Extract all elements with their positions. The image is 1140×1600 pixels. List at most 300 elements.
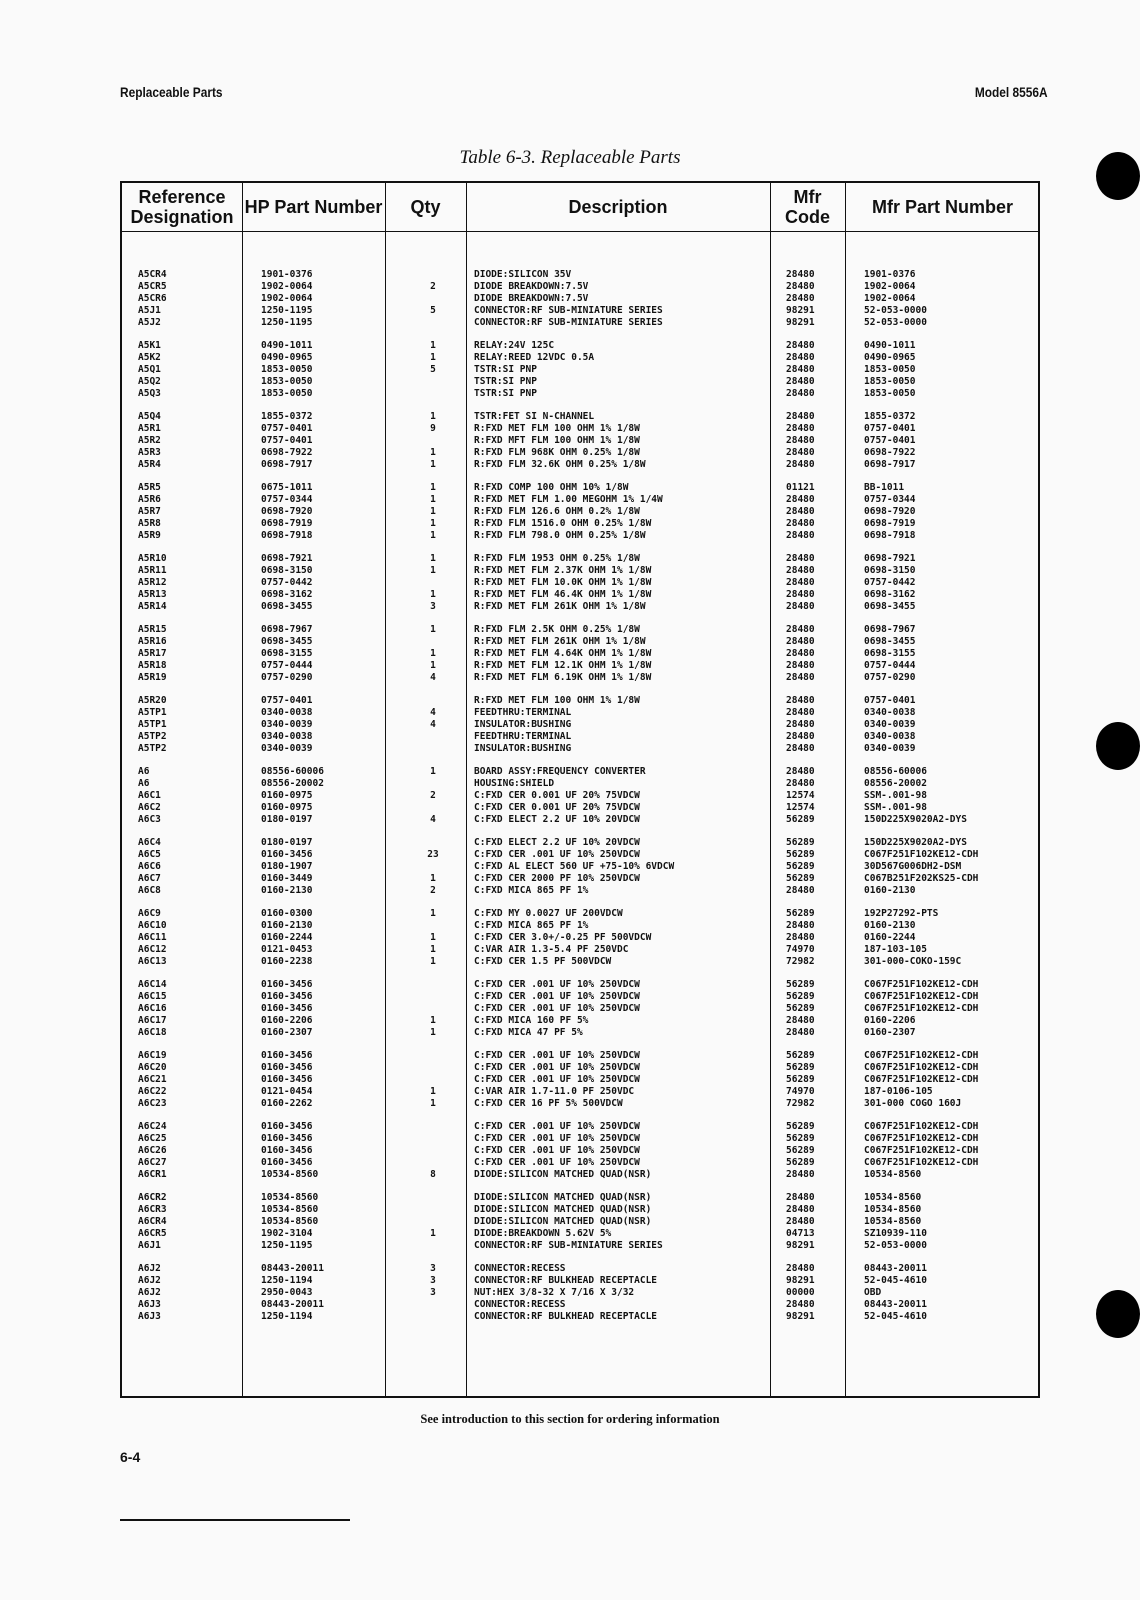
cell-mfr-code: 28480	[786, 1204, 815, 1215]
column-header-description: Description	[568, 197, 668, 217]
cell-mfr-part-number: 10534-8560	[864, 1204, 922, 1215]
cell-ref-designation: A6C24	[138, 1121, 167, 1132]
cell-mfr-part-number: 30D567G006DH2-DSM	[864, 861, 962, 872]
table-row	[122, 530, 1038, 542]
cell-ref-designation: A6C9	[138, 908, 161, 919]
cell-description: C:FXD CER 0.001 UF 20% 75VDCW	[474, 802, 640, 813]
binder-hole	[1096, 152, 1140, 200]
table-row	[122, 1133, 1038, 1145]
cell-mfr-code: 56289	[786, 1003, 815, 1014]
cell-qty: 1	[430, 1228, 436, 1239]
table-row	[122, 849, 1038, 861]
cell-ref-designation: A6C22	[138, 1086, 167, 1097]
cell-mfr-part-number: 0160-2130	[864, 920, 916, 931]
cell-ref-designation: A6C27	[138, 1157, 167, 1168]
binder-hole	[1096, 722, 1140, 770]
cell-ref-designation: A5TP1	[138, 707, 167, 718]
cell-hp-part-number: 0160-2206	[261, 1015, 313, 1026]
cell-hp-part-number: 0757-0344	[261, 494, 313, 505]
cell-mfr-code: 28480	[786, 435, 815, 446]
row-group	[122, 837, 1038, 897]
cell-ref-designation: A5K2	[138, 352, 161, 363]
cell-description: C:FXD CER 3.0+/-0.25 PF 500VDCW	[474, 932, 652, 943]
cell-qty: 1	[430, 494, 436, 505]
cell-description: C:FXD MICA 865 PF 1%	[474, 920, 589, 931]
cell-ref-designation: A5R20	[138, 695, 167, 706]
cell-mfr-code: 28480	[786, 388, 815, 399]
cell-ref-designation: A5R17	[138, 648, 167, 659]
cell-mfr-part-number: 52-053-0000	[864, 1240, 927, 1251]
cell-ref-designation: A6C26	[138, 1145, 167, 1156]
cell-hp-part-number: 0160-3456	[261, 1062, 313, 1073]
cell-hp-part-number: 10534-8560	[261, 1169, 319, 1180]
cell-mfr-code: 28480	[786, 1192, 815, 1203]
cell-qty: 8	[430, 1169, 436, 1180]
cell-mfr-part-number: C067F251F102KE12-CDH	[864, 979, 979, 990]
cell-mfr-part-number: OBD	[864, 1287, 882, 1298]
table-row	[122, 459, 1038, 471]
cell-ref-designation: A6C20	[138, 1062, 167, 1073]
parts-table	[120, 181, 1040, 1398]
cell-mfr-code: 28480	[786, 932, 815, 943]
cell-mfr-part-number: 1902-0064	[864, 281, 916, 292]
table-row	[122, 908, 1038, 920]
row-group	[122, 553, 1038, 613]
cell-hp-part-number: 0698-3455	[261, 601, 313, 612]
cell-hp-part-number: 0698-7922	[261, 447, 313, 458]
table-row	[122, 411, 1038, 423]
cell-hp-part-number: 0160-3456	[261, 1003, 313, 1014]
cell-mfr-code: 28480	[786, 352, 815, 363]
cell-ref-designation: A6C23	[138, 1098, 167, 1109]
table-row	[122, 873, 1038, 885]
cell-qty: 1	[430, 1098, 436, 1109]
cell-mfr-code: 56289	[786, 1050, 815, 1061]
cell-mfr-code: 56289	[786, 814, 815, 825]
cell-mfr-part-number: 0160-2206	[864, 1015, 916, 1026]
table-row	[122, 1204, 1038, 1216]
cell-hp-part-number: 1902-0064	[261, 293, 313, 304]
cell-mfr-code: 28480	[786, 1027, 815, 1038]
cell-mfr-part-number: SZ10939-110	[864, 1228, 927, 1239]
cell-hp-part-number: 0160-3456	[261, 979, 313, 990]
cell-hp-part-number: 0160-3456	[261, 1074, 313, 1085]
table-row	[122, 672, 1038, 684]
cell-mfr-part-number: 0160-2307	[864, 1027, 916, 1038]
cell-description: R:FXD MET FLM 100 OHM 1% 1/8W	[474, 695, 640, 706]
cell-mfr-part-number: 52-053-0000	[864, 317, 927, 328]
table-row	[122, 1311, 1038, 1323]
cell-description: C:FXD CER .001 UF 10% 250VDCW	[474, 1157, 640, 1168]
cell-description: C:FXD AL ELECT 560 UF +75-10% 6VDCW	[474, 861, 675, 872]
cell-qty: 3	[430, 1287, 436, 1298]
cell-description: R:FXD MET FLM 4.64K OHM 1% 1/8W	[474, 648, 652, 659]
cell-description: R:FXD MET FLM 1.00 MEGOHM 1% 1/4W	[474, 494, 663, 505]
table-row	[122, 944, 1038, 956]
cell-description: C:FXD MICA 47 PF 5%	[474, 1027, 583, 1038]
cell-mfr-code: 98291	[786, 305, 815, 316]
cell-qty: 1	[430, 482, 436, 493]
table-row	[122, 376, 1038, 388]
cell-ref-designation: A5R6	[138, 494, 161, 505]
table-row	[122, 577, 1038, 589]
cell-description: R:FXD MET FLM 10.0K OHM 1% 1/8W	[474, 577, 652, 588]
table-row	[122, 991, 1038, 1003]
table-row	[122, 861, 1038, 873]
cell-hp-part-number: 0757-0442	[261, 577, 313, 588]
cell-description: DIODE BREAKDOWN:7.5V	[474, 293, 589, 304]
cell-mfr-code: 28480	[786, 766, 815, 777]
table-row	[122, 494, 1038, 506]
cell-ref-designation: A5R2	[138, 435, 161, 446]
cell-mfr-part-number: 1853-0050	[864, 388, 916, 399]
cell-mfr-part-number: 1855-0372	[864, 411, 916, 422]
cell-qty: 1	[430, 766, 436, 777]
cell-description: R:FXD FLM 2.5K OHM 0.25% 1/8W	[474, 624, 640, 635]
table-row	[122, 1098, 1038, 1110]
cell-qty: 5	[430, 364, 436, 375]
cell-qty: 1	[430, 506, 436, 517]
cell-description: C:FXD MY 0.0027 UF 200VDCW	[474, 908, 623, 919]
table-row	[122, 1240, 1038, 1252]
cell-ref-designation: A6CR4	[138, 1216, 167, 1227]
cell-ref-designation: A6C3	[138, 814, 161, 825]
table-row	[122, 1216, 1038, 1228]
cell-description: R:FXD MET FLM 6.19K OHM 1% 1/8W	[474, 672, 652, 683]
cell-qty: 1	[430, 1015, 436, 1026]
cell-mfr-part-number: C067F251F102KE12-CDH	[864, 1133, 979, 1144]
cell-description: CONNECTOR:RF BULKHEAD RECEPTACLE	[474, 1311, 658, 1322]
cell-ref-designation: A5R13	[138, 589, 167, 600]
table-title: Table 6-3. Replaceable Parts	[459, 147, 681, 168]
cell-description: DIODE:BREAKDOWN 5.62V 5%	[474, 1228, 612, 1239]
table-row	[122, 731, 1038, 743]
cell-mfr-part-number: 1853-0050	[864, 364, 916, 375]
cell-hp-part-number: 0490-1011	[261, 340, 313, 351]
cell-ref-designation: A6C15	[138, 991, 167, 1002]
table-row	[122, 1275, 1038, 1287]
cell-mfr-part-number: 0698-3155	[864, 648, 916, 659]
cell-mfr-code: 28480	[786, 281, 815, 292]
table-row	[122, 269, 1038, 281]
cell-hp-part-number: 1250-1195	[261, 305, 313, 316]
cell-mfr-code: 28480	[786, 577, 815, 588]
cell-description: INSULATOR:BUSHING	[474, 743, 572, 754]
cell-description: DIODE:SILICON 35V	[474, 269, 572, 280]
cell-mfr-part-number: 0160-2244	[864, 932, 916, 943]
cell-qty: 1	[430, 447, 436, 458]
running-header-left: Replaceable Parts	[120, 84, 223, 100]
table-row	[122, 956, 1038, 968]
table-row	[122, 1228, 1038, 1240]
cell-qty: 23	[427, 849, 439, 860]
table-row	[122, 1145, 1038, 1157]
cell-qty: 1	[430, 589, 436, 600]
cell-qty: 4	[430, 719, 436, 730]
cell-hp-part-number: 0757-0444	[261, 660, 313, 671]
table-row	[122, 648, 1038, 660]
cell-mfr-part-number: 0340-0038	[864, 707, 916, 718]
running-header-right: Model 8556A	[975, 84, 1048, 100]
cell-mfr-part-number: 187-103-105	[864, 944, 927, 955]
cell-mfr-code: 28480	[786, 565, 815, 576]
cell-description: DIODE:SILICON MATCHED QUAD(NSR)	[474, 1192, 652, 1203]
cell-hp-part-number: 0160-2130	[261, 920, 313, 931]
cell-ref-designation: A6CR2	[138, 1192, 167, 1203]
cell-description: TSTR:SI PNP	[474, 376, 537, 387]
cell-qty: 4	[430, 707, 436, 718]
cell-ref-designation: A5TP1	[138, 719, 167, 730]
cell-qty: 1	[430, 956, 436, 967]
row-group	[122, 1121, 1038, 1181]
cell-ref-designation: A6CR1	[138, 1169, 167, 1180]
table-row	[122, 388, 1038, 400]
cell-description: C:VAR AIR 1.7-11.0 PF 250VDC	[474, 1086, 635, 1097]
cell-hp-part-number: 0698-7967	[261, 624, 313, 635]
cell-description: FEEDTHRU:TERMINAL	[474, 707, 572, 718]
cell-mfr-part-number: 0340-0038	[864, 731, 916, 742]
cell-mfr-part-number: 52-045-4610	[864, 1275, 927, 1286]
cell-hp-part-number: 0160-3456	[261, 1121, 313, 1132]
cell-mfr-part-number: 1901-0376	[864, 269, 916, 280]
cell-mfr-part-number: 0757-0444	[864, 660, 916, 671]
cell-ref-designation: A6C14	[138, 979, 167, 990]
cell-hp-part-number: 0160-3449	[261, 873, 313, 884]
column-header-qty: Qty	[410, 197, 441, 217]
table-row	[122, 932, 1038, 944]
cell-description: CONNECTOR:RF SUB-MINIATURE SERIES	[474, 1240, 663, 1251]
cell-mfr-code: 28480	[786, 364, 815, 375]
cell-mfr-part-number: 0698-7917	[864, 459, 916, 470]
cell-mfr-part-number: C067F251F102KE12-CDH	[864, 1003, 979, 1014]
table-row	[122, 1062, 1038, 1074]
cell-ref-designation: A5R4	[138, 459, 161, 470]
cell-hp-part-number: 0180-0197	[261, 814, 313, 825]
cell-ref-designation: A6CR3	[138, 1204, 167, 1215]
table-row	[122, 1027, 1038, 1039]
cell-mfr-part-number: C067F251F102KE12-CDH	[864, 991, 979, 1002]
cell-hp-part-number: 0340-0039	[261, 719, 313, 730]
cell-mfr-code: 28480	[786, 719, 815, 730]
cell-ref-designation: A5R10	[138, 553, 167, 564]
cell-mfr-code: 28480	[786, 695, 815, 706]
cell-mfr-code: 28480	[786, 885, 815, 896]
cell-qty: 1	[430, 530, 436, 541]
cell-description: CONNECTOR:RF SUB-MINIATURE SERIES	[474, 305, 663, 316]
cell-mfr-code: 01121	[786, 482, 815, 493]
table-row	[122, 423, 1038, 435]
cell-hp-part-number: 08443-20011	[261, 1263, 324, 1274]
cell-qty: 1	[430, 340, 436, 351]
table-row	[122, 660, 1038, 672]
cell-mfr-code: 56289	[786, 861, 815, 872]
cell-ref-designation: A5R1	[138, 423, 161, 434]
table-row	[122, 1121, 1038, 1133]
row-group	[122, 1263, 1038, 1323]
cell-ref-designation: A6C25	[138, 1133, 167, 1144]
table-row	[122, 1263, 1038, 1275]
cell-ref-designation: A5J1	[138, 305, 161, 316]
cell-hp-part-number: 0698-7921	[261, 553, 313, 564]
cell-description: R:FXD MET FLM 12.1K OHM 1% 1/8W	[474, 660, 652, 671]
cell-mfr-part-number: 0698-7920	[864, 506, 916, 517]
cell-hp-part-number: 0698-3150	[261, 565, 313, 576]
cell-description: BOARD ASSY:FREQUENCY CONVERTER	[474, 766, 646, 777]
cell-mfr-code: 28480	[786, 1299, 815, 1310]
table-row	[122, 636, 1038, 648]
cell-hp-part-number: 0180-0197	[261, 837, 313, 848]
cell-mfr-code: 28480	[786, 672, 815, 683]
cell-hp-part-number: 0160-0975	[261, 790, 313, 801]
cell-ref-designation: A6C2	[138, 802, 161, 813]
cell-mfr-code: 74970	[786, 944, 815, 955]
cell-description: R:FXD MET FLM 46.4K OHM 1% 1/8W	[474, 589, 652, 600]
cell-hp-part-number: 0757-0401	[261, 695, 313, 706]
cell-mfr-part-number: C067F251F102KE12-CDH	[864, 1121, 979, 1132]
cell-description: R:FXD FLM 126.6 OHM 0.2% 1/8W	[474, 506, 640, 517]
cell-ref-designation: A5TP2	[138, 731, 167, 742]
table-row	[122, 506, 1038, 518]
cell-mfr-code: 28480	[786, 376, 815, 387]
cell-description: RELAY:24V 125C	[474, 340, 555, 351]
cell-mfr-code: 28480	[786, 340, 815, 351]
cell-hp-part-number: 0160-3456	[261, 1050, 313, 1061]
cell-mfr-code: 56289	[786, 908, 815, 919]
cell-description: R:FXD FLM 1953 OHM 0.25% 1/8W	[474, 553, 640, 564]
cell-description: C:FXD CER 16 PF 5% 500VDCW	[474, 1098, 623, 1109]
cell-qty: 1	[430, 908, 436, 919]
cell-description: C:FXD MICA 160 PF 5%	[474, 1015, 589, 1026]
cell-mfr-part-number: C067F251F102KE12-CDH	[864, 849, 979, 860]
cell-description: C:FXD CER .001 UF 10% 250VDCW	[474, 1133, 640, 1144]
cell-mfr-code: 28480	[786, 1015, 815, 1026]
cell-mfr-part-number: 192P27292-PTS	[864, 908, 939, 919]
cell-ref-designation: A5R19	[138, 672, 167, 683]
cell-mfr-part-number: C067F251F102KE12-CDH	[864, 1074, 979, 1085]
cell-hp-part-number: 1902-3104	[261, 1228, 313, 1239]
cell-qty: 1	[430, 459, 436, 470]
cell-mfr-code: 56289	[786, 837, 815, 848]
cell-description: R:FXD MET FLM 2.37K OHM 1% 1/8W	[474, 565, 652, 576]
cell-mfr-part-number: 52-053-0000	[864, 305, 927, 316]
cell-description: NUT:HEX 3/8-32 X 7/16 X 3/32	[474, 1287, 635, 1298]
cell-qty: 1	[430, 1027, 436, 1038]
cell-mfr-code: 28480	[786, 1263, 815, 1274]
cell-description: C:FXD CER 0.001 UF 20% 75VDCW	[474, 790, 640, 801]
cell-mfr-part-number: 1853-0050	[864, 376, 916, 387]
cell-hp-part-number: 10534-8560	[261, 1204, 319, 1215]
cell-description: C:FXD MICA 865 PF 1%	[474, 885, 589, 896]
cell-qty: 2	[430, 790, 436, 801]
cell-ref-designation: A6C8	[138, 885, 161, 896]
cell-mfr-code: 56289	[786, 1145, 815, 1156]
cell-qty: 1	[430, 873, 436, 884]
cell-description: R:FXD MET FLM 261K OHM 1% 1/8W	[474, 636, 646, 647]
cell-ref-designation: A6C4	[138, 837, 161, 848]
cell-ref-designation: A5R7	[138, 506, 161, 517]
cell-qty: 1	[430, 932, 436, 943]
cell-ref-designation: A6C16	[138, 1003, 167, 1014]
cell-mfr-part-number: 08443-20011	[864, 1299, 927, 1310]
cell-description: DIODE:SILICON MATCHED QUAD(NSR)	[474, 1204, 652, 1215]
cell-description: C:FXD CER .001 UF 10% 250VDCW	[474, 1062, 640, 1073]
cell-mfr-code: 98291	[786, 1240, 815, 1251]
table-row	[122, 1299, 1038, 1311]
cell-hp-part-number: 0160-0300	[261, 908, 313, 919]
cell-qty: 1	[430, 944, 436, 955]
cell-mfr-part-number: SSM-.001-98	[864, 790, 927, 801]
table-row	[122, 979, 1038, 991]
cell-mfr-code: 56289	[786, 1121, 815, 1132]
cell-mfr-code: 98291	[786, 1275, 815, 1286]
cell-qty: 1	[430, 648, 436, 659]
cell-hp-part-number: 0490-0965	[261, 352, 313, 363]
cell-description: R:FXD MFT FLM 100 OHM 1% 1/8W	[474, 435, 640, 446]
cell-mfr-part-number: 150D225X9020A2-DYS	[864, 837, 967, 848]
cell-ref-designation: A5R18	[138, 660, 167, 671]
row-group	[122, 269, 1038, 329]
cell-ref-designation: A6C10	[138, 920, 167, 931]
cell-hp-part-number: 10534-8560	[261, 1192, 319, 1203]
table-row	[122, 281, 1038, 293]
cell-description: DIODE BREAKDOWN:7.5V	[474, 281, 589, 292]
row-group	[122, 624, 1038, 684]
cell-ref-designation: A5R14	[138, 601, 167, 612]
cell-qty: 2	[430, 281, 436, 292]
cell-description: R:FXD FLM 32.6K OHM 0.25% 1/8W	[474, 459, 646, 470]
cell-mfr-part-number: 0757-0442	[864, 577, 916, 588]
table-row	[122, 518, 1038, 530]
cell-ref-designation: A6J2	[138, 1263, 161, 1274]
cell-hp-part-number: 0160-2130	[261, 885, 313, 896]
cell-ref-designation: A5R5	[138, 482, 161, 493]
table-row	[122, 707, 1038, 719]
cell-mfr-code: 28480	[786, 920, 815, 931]
cell-ref-designation: A6C6	[138, 861, 161, 872]
cell-description: R:FXD MET FLM 100 OHM 1% 1/8W	[474, 423, 640, 434]
cell-mfr-code: 72982	[786, 1098, 815, 1109]
cell-mfr-part-number: 187-0106-105	[864, 1086, 933, 1097]
cell-ref-designation: A6C5	[138, 849, 161, 860]
cell-mfr-code: 28480	[786, 743, 815, 754]
cell-mfr-code: 12574	[786, 802, 815, 813]
table-row	[122, 1015, 1038, 1027]
cell-mfr-code: 28480	[786, 423, 815, 434]
cell-mfr-part-number: 0698-7921	[864, 553, 916, 564]
cell-description: C:FXD CER .001 UF 10% 250VDCW	[474, 991, 640, 1002]
cell-ref-designation: A5CR6	[138, 293, 167, 304]
cell-mfr-part-number: C067F251F102KE12-CDH	[864, 1145, 979, 1156]
cell-hp-part-number: 0160-3456	[261, 849, 313, 860]
cell-ref-designation: A5R9	[138, 530, 161, 541]
cell-ref-designation: A5Q2	[138, 376, 161, 387]
cell-hp-part-number: 0757-0290	[261, 672, 313, 683]
cell-hp-part-number: 0340-0038	[261, 707, 313, 718]
table-row	[122, 920, 1038, 932]
row-group	[122, 411, 1038, 471]
page-number: 6-4	[120, 1449, 141, 1465]
cell-description: DIODE:SILICON MATCHED QUAD(NSR)	[474, 1216, 652, 1227]
cell-mfr-code: 28480	[786, 624, 815, 635]
cell-mfr-code: 04713	[786, 1228, 815, 1239]
cell-description: HOUSING:SHIELD	[474, 778, 555, 789]
cell-ref-designation: A5K1	[138, 340, 161, 351]
table-row	[122, 589, 1038, 601]
cell-mfr-part-number: C067F251F102KE12-CDH	[864, 1062, 979, 1073]
cell-mfr-code: 00000	[786, 1287, 815, 1298]
cell-mfr-part-number: 0757-0401	[864, 435, 916, 446]
cell-qty: 1	[430, 553, 436, 564]
